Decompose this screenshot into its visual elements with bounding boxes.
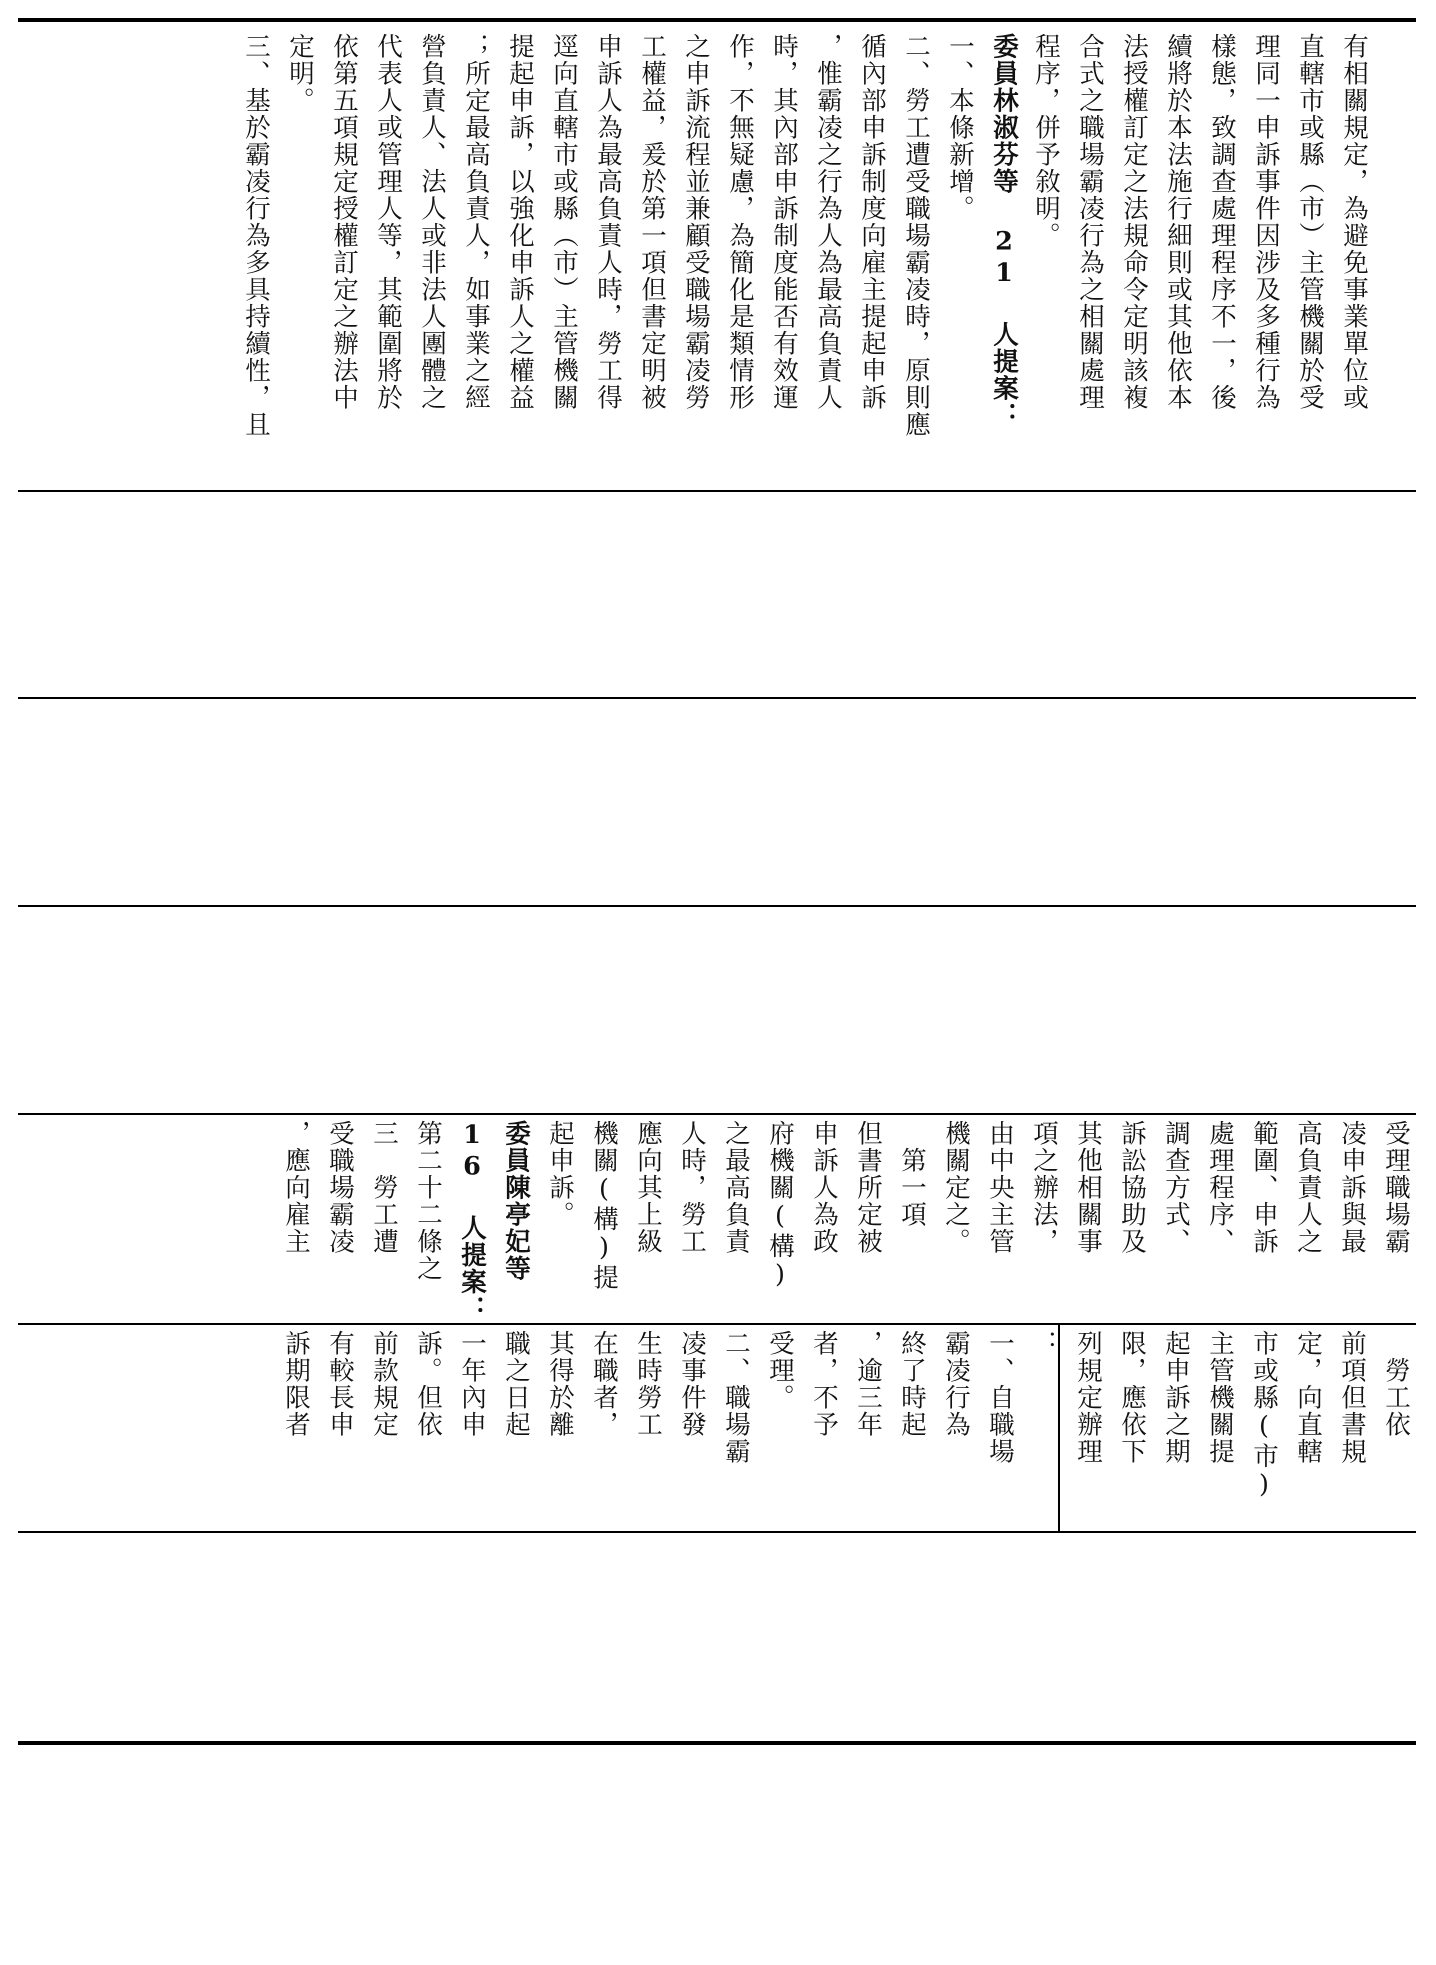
text-line: 一年內申 [457,1330,487,1438]
text-line: 生時勞工 [633,1330,663,1438]
text-line: 訴。但依 [413,1330,443,1438]
text-line: 有相關規定，為避免事業單位或 [1339,33,1369,411]
text-line: 在職者， [589,1330,619,1438]
text-line: 第一項 [897,1120,927,1228]
text-line: 逕向直轄市或縣（市）主管機關 [549,33,579,411]
text-line: 一、本條新增。 [945,33,975,222]
divider-1 [18,490,1416,492]
text-line: ；所定最高負責人，如事業之經 [461,33,491,411]
proposal-16-title: 委員陳亭妃等 [501,1120,531,1282]
article-text-block [38,1120,1418,1323]
text-line: 循內部申訴制度向雇主提起申訴 [857,33,887,411]
text-line: 機關定之。 [941,1120,971,1255]
proposal-21-title: 委員林淑芬等 21 人提案： [989,33,1019,429]
bottom-border [18,1741,1416,1745]
text-line: 勞工依 [1381,1330,1411,1438]
text-line: 人時，勞工 [677,1120,707,1255]
text-line: 訴訟協助及 [1117,1120,1147,1255]
text-line: 由中央主管 [985,1120,1015,1255]
text-line: 工權益，爰於第一項但書定明被 [637,33,667,411]
text-line: 列規定辦理 [1073,1330,1103,1465]
proposal-16-title: 16 人提案： [457,1120,487,1323]
text-line: 三 勞工遭 [369,1120,399,1255]
text-line: 第二十二條之 [413,1120,443,1282]
text-line: 作，不無疑慮，為簡化是類情形 [725,33,755,411]
text-line: 定明。 [285,33,315,114]
text-line: 前項但書規 [1337,1330,1367,1465]
text-line: 受理職場霸 [1381,1120,1411,1255]
text-line: 申訴人為政 [809,1120,839,1255]
text-line: 霸凌行為 [941,1330,971,1438]
text-line: 處理程序、 [1205,1120,1235,1255]
text-line: 範圍、申訴 [1249,1120,1279,1255]
text-line: 依第五項規定授權訂定之辦法中 [329,33,359,411]
text-line: 之最高負責 [721,1120,751,1255]
text-line: 續將於本法施行細則或其他依本 [1163,33,1193,411]
text-line: 程序，併予敘明。 [1031,33,1061,249]
text-line: 高負責人之 [1293,1120,1323,1255]
text-line: 起申訴之期 [1161,1330,1191,1465]
text-line: 二、職場霸 [721,1330,751,1465]
text-line: 受職場霸凌 [325,1120,355,1255]
text-line: ，應向雇主 [281,1120,311,1255]
text-line: 二、勞工遭受職場霸凌時，原則應 [901,33,931,438]
text-line: 受理。 [765,1330,795,1411]
text-line: ，逾三年 [853,1330,883,1438]
text-line: 營負責人、法人或非法人團體之 [417,33,447,411]
text-line: 其得於離 [545,1330,575,1438]
text-line: 者，不予 [809,1330,839,1438]
text-line: 凌事件發 [677,1330,707,1438]
text-line: 終了時起 [897,1330,927,1438]
text-line: 有較長申 [325,1330,355,1438]
text-line: 其他相關事 [1073,1120,1103,1255]
text-line: 理同一申訴事件因涉及多種行為 [1251,33,1281,411]
divider-2 [18,697,1416,699]
text-line: ，惟霸凌之行為人為最高負責人 [813,33,843,411]
text-line: 機關(構)提 [589,1120,619,1291]
text-line: 限，應依下 [1117,1330,1147,1465]
left-cell-text-block [38,1330,1418,1525]
text-line: 主管機關提 [1205,1330,1235,1465]
text-line: 定，向直轄 [1293,1330,1323,1465]
text-line: 申訴人為最高負責人時，勞工得 [593,33,623,411]
text-line: 職之日起 [501,1330,531,1438]
text-line: 起申訴。 [545,1120,575,1228]
text-line: 合式之職場霸凌行為之相關處理 [1075,33,1105,411]
text-line: 項之辦法， [1029,1120,1059,1255]
divider-6 [18,1531,1416,1533]
text-line: 直轄市或縣（市）主管機關於受 [1295,33,1325,411]
text-line: 一、自職場 [985,1330,1015,1465]
proposal-21-block [226,33,1026,483]
divider-4 [18,1113,1416,1115]
text-line: 代表人或管理人等，其範圍將於 [373,33,403,411]
text-line: 府機關(構) [765,1120,795,1291]
divider-3 [18,905,1416,907]
text-line: 前款規定 [369,1330,399,1438]
text-line: 凌申訴與最 [1337,1120,1367,1255]
text-line: 三、基於霸凌行為多具持續性，且 [241,33,271,438]
text-line: 市或縣(市) [1249,1330,1279,1501]
text-line: 調查方式、 [1161,1120,1191,1255]
text-line: 訴期限者 [281,1330,311,1438]
text-line: 提起申訴，以強化申訴人之權益 [505,33,535,411]
top-border [18,18,1416,22]
text-line: 時，其內部申訴制度能否有效運 [769,33,799,411]
text-line: 法授權訂定之法規命令定明該複 [1119,33,1149,411]
text-line: 但書所定被 [853,1120,883,1255]
text-line: 應向其上級 [633,1120,663,1255]
text-line: ： [1029,1330,1059,1357]
divider-5 [18,1323,1416,1325]
text-line: 之申訴流程並兼顧受職場霸凌勞 [681,33,711,411]
text-line: 樣態，致調查處理程序不一，後 [1207,33,1237,411]
